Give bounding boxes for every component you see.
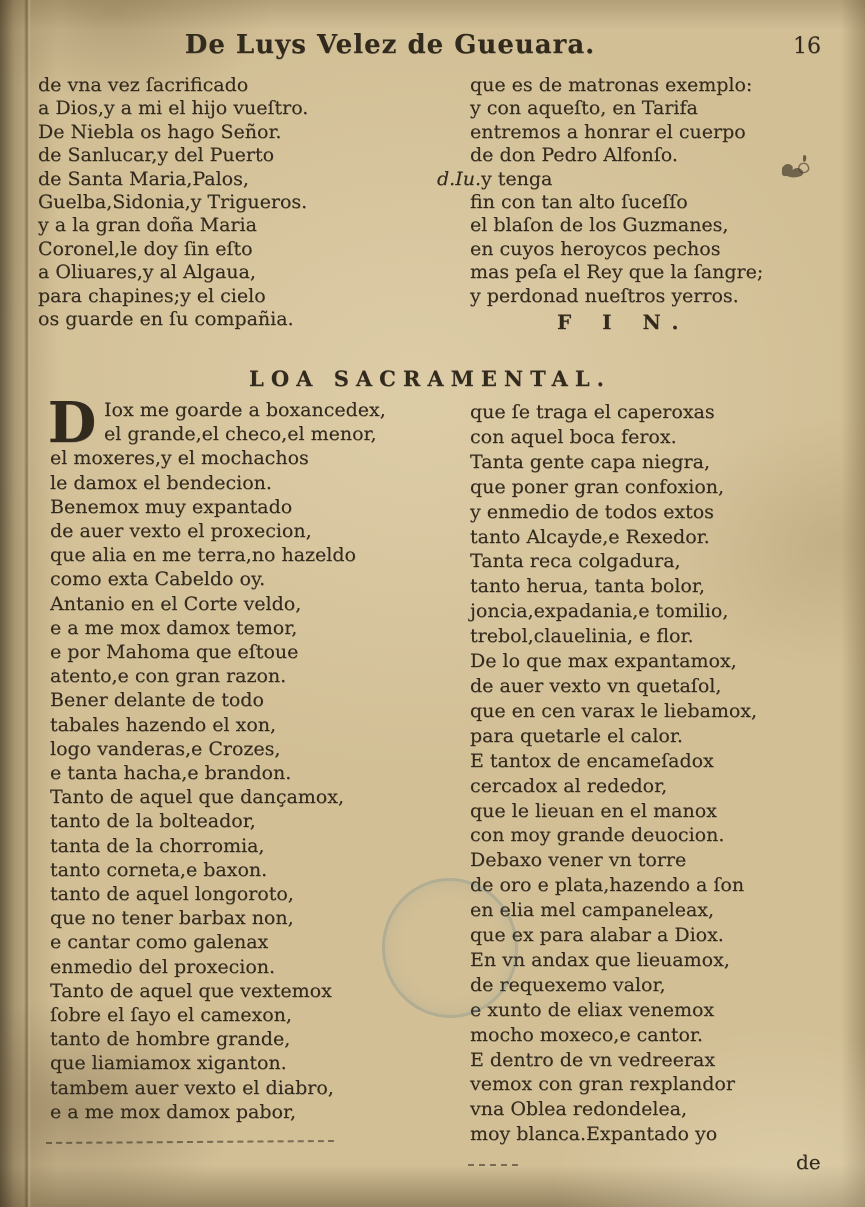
verse-line: Debaxo vener vn torre [470, 849, 687, 872]
section-title: LOA SACRAMENTAL. [249, 366, 611, 391]
verse-line: de Sanlucar,y del Puerto [38, 144, 275, 167]
verse-line: e por Mahoma que eſtoue [50, 641, 299, 664]
verse-line: a Dios,y a mi el hijo vueſtro. [38, 97, 309, 120]
verse-line: ſobre el ſayo el camexon, [50, 1004, 292, 1027]
verse-line: vemox con gran rexplandor [470, 1073, 735, 1096]
verse-line: os guarde en ſu compañia. [38, 308, 294, 331]
verse-line: En vn andax que lieuamox, [470, 948, 730, 971]
pen-underline-mark [468, 1164, 518, 1166]
verse-line: que le lieuan en el manox [470, 799, 717, 822]
verse-line: Antanio en el Corte veldo, [50, 592, 302, 615]
verse-line: tabales hazendo el xon, [50, 713, 277, 736]
verse-line: a Oliuares,y al Algaua, [38, 261, 256, 284]
poem-column-right [437, 74, 857, 334]
verse-line: Bener delante de todo [50, 689, 264, 712]
verse-line: tanto herua, tanta bolor, [470, 575, 705, 598]
verse-line: cercadox al rededor, [470, 774, 668, 797]
verse-line: Tanta gente capa niegra, [470, 450, 710, 473]
verse-line: y enmedio de todos extos [470, 500, 714, 523]
verse-line: e a me mox damox pabor, [50, 1100, 296, 1123]
verse-line: enmedio del proxecion. [50, 955, 276, 978]
verse-line: De lo que max expantamox, [470, 650, 737, 673]
verse-line: entremos a honrar el cuerpo [470, 120, 746, 143]
verse-line: Benemox muy expantado [50, 495, 293, 518]
verse-line: de oro e plata,hazendo a ſon [470, 874, 745, 897]
verse-line: como exta Cabeldo oy. [50, 568, 266, 591]
verse-line: y a la gran doña Maria [38, 214, 257, 237]
verse-line: de auer vexto vn quetaſol, [470, 674, 722, 697]
verse-line: moy blanca.Expantado yo [470, 1123, 718, 1146]
verse-line: atento,e con gran razon. [50, 665, 287, 688]
running-header: De Luys Velez de Gueuara. [184, 30, 596, 60]
verse-line: y con aqueſto, en Tarifa [470, 97, 698, 120]
speaker-verse-text: y tenga [480, 167, 553, 190]
verse-line: E dentro de vn vedreerax [470, 1048, 716, 1071]
verse-line: que no tener barbax non, [50, 907, 294, 930]
verse-line: el blaſon de los Guzmanes, [470, 214, 729, 237]
speaker-line [437, 168, 857, 191]
verse-line: en cuyos heroycos pechos [470, 237, 721, 260]
verse-line: Tanta reca colgadura, [470, 550, 681, 573]
verse-line: el moxeres,y el mochachos [50, 447, 309, 470]
verse-line: le damox el bendecion. [50, 471, 272, 494]
verse-line: logo vanderas,e Crozes, [50, 737, 281, 760]
binding-crease [24, 0, 31, 1207]
verse-line: que alia en me terra,no hazeldo [50, 544, 356, 567]
loa-column-right [470, 400, 860, 1147]
verse-line: que ex para alabar a Diox. [470, 924, 724, 947]
verse-line: que en cen varax le liebamox, [470, 699, 758, 722]
verse-line: tanto de la bolteador, [50, 810, 256, 833]
speaker-abbreviation: d.Iu. [437, 167, 481, 190]
verse-line: e cantar como galenax [50, 931, 269, 954]
verse-line: joncia,expadania,e tomilio, [470, 600, 729, 623]
verse-line: e tanta hacha,e brandon. [50, 762, 292, 785]
verse-line: trebol,clauelinia, e flor. [470, 625, 694, 648]
verse-line: Coronel,le doy ſin eſto [38, 237, 253, 260]
verse-line: de vna vez ſacrificado [38, 74, 249, 96]
verse-line: de requexemo valor, [470, 973, 666, 996]
verse-line: el grande,el checo,el menor, [104, 423, 377, 446]
verse-line: Iox me goarde a boxancedex, [104, 399, 386, 421]
verse-line: tanto Alcayde,e Rexedor. [470, 525, 710, 548]
verse-line: que ſe traga el caperoxas [470, 401, 715, 423]
verse-line: para chapines;y el cielo [38, 284, 266, 307]
verse-line: Tanto de aquel que vextemox [50, 979, 332, 1002]
verse-line: que liamiamox xiganton. [50, 1052, 287, 1075]
verse-line: que poner gran confoxion, [470, 475, 725, 498]
page-number: 16 [793, 34, 821, 59]
verse-line: con moy grande deuocion. [470, 824, 725, 847]
verse-line: Tanto de aquel que dançamox, [50, 786, 344, 809]
fin-marker: F I N. [557, 310, 691, 335]
verse-line: de auer vexto el proxecion, [50, 520, 312, 543]
pen-underline-mark [46, 1140, 334, 1144]
verse-line: de don Pedro Alfonſo. [470, 144, 678, 167]
drop-cap-initial: D [47, 390, 97, 456]
verse-line: fin con tan alto ſuceſſo [470, 191, 688, 214]
poem-column-left [38, 74, 438, 331]
verse-line: en elia mel campaneleax, [470, 899, 715, 922]
verse-line: De Niebla os hago Señor. [38, 120, 282, 143]
verse-line: E tantox de encameſadox [470, 749, 714, 772]
verse-line: vna Oblea redondelea, [470, 1098, 688, 1121]
verse-line: tambem auer vexto el diabro, [50, 1076, 334, 1099]
verse-line: con aquel boca ferox. [470, 425, 677, 448]
verse-line: mas peſa el Rey que la ſangre; [470, 261, 764, 284]
verse-line: tanto corneta,e baxon. [50, 858, 268, 881]
verse-line: para quetarle el calor. [470, 724, 683, 747]
loa-column-left [47, 390, 450, 1124]
verse-line: tanto de aquel longoroto, [50, 883, 294, 906]
verse-line: y perdonad nueſtros yerros. [470, 284, 739, 307]
verse-line: tanta de la chorromia, [50, 834, 265, 857]
verse-line: e xunto de eliax venemox [470, 998, 715, 1021]
verse-line: Guelba,Sidonia,y Trigueros. [38, 191, 308, 214]
verse-line: mocho moxeco,e cantor. [470, 1023, 703, 1046]
catchword: de [796, 1150, 821, 1174]
verse-line: de Santa Maria,Palos, [38, 167, 249, 190]
verse-line: e a me mox damox temor, [50, 616, 298, 639]
verse-line: que es de matronas exemplo: [470, 74, 753, 96]
verse-line: tanto de hombre grande, [50, 1028, 291, 1051]
